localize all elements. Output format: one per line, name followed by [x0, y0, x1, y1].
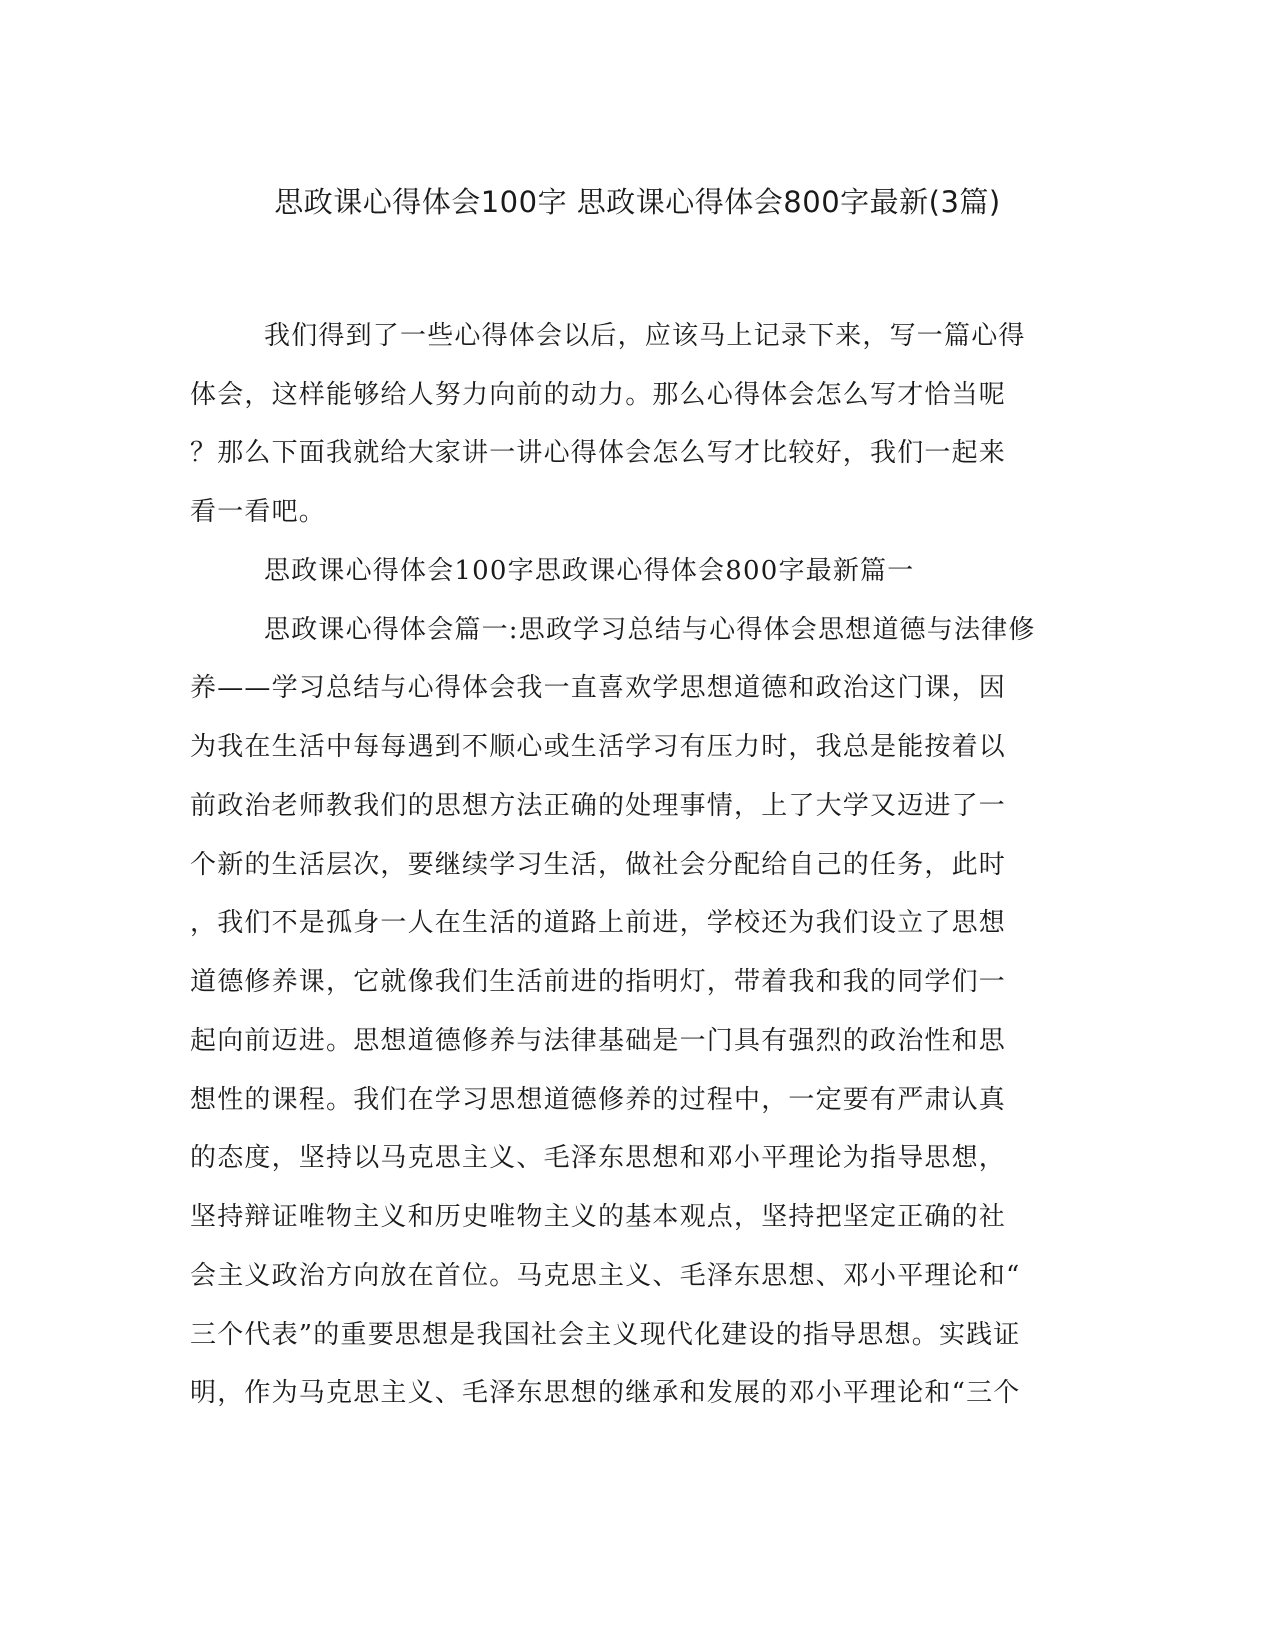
paragraph-line: 起向前迈进。思想道德修养与法律基础是一门具有强烈的政治性和思 — [190, 1026, 1007, 1056]
paragraph-line: 看一看吧。 — [190, 497, 327, 527]
paragraph-line: 个新的生活层次，要继续学习生活，做社会分配给自己的任务，此时 — [190, 850, 1007, 880]
paragraph-line: 体会，这样能够给人努力向前的动力。那么心得体会怎么写才恰当呢 — [190, 380, 1007, 410]
paragraph-line: ？那么下面我就给大家讲一讲心得体会怎么写才比较好，我们一起来 — [190, 438, 1007, 468]
paragraph-line: 思政课心得体会篇一:思政学习总结与心得体会思想道德与法律修 — [264, 615, 1036, 645]
document-title: 思政课心得体会100字 思政课心得体会800字最新(3篇) — [274, 185, 1001, 219]
paragraph-line: ，我们不是孤身一人在生活的道路上前进，学校还为我们设立了思想 — [190, 908, 1007, 938]
paragraph-line: 明，作为马克思主义、毛泽东思想的继承和发展的邓小平理论和“三个 — [190, 1378, 1021, 1408]
paragraph-line: 三个代表”的重要思想是我国社会主义现代化建设的指导思想。实践证 — [190, 1320, 1021, 1350]
paragraph-line: 坚持辩证唯物主义和历史唯物主义的基本观点，坚持把坚定正确的社 — [190, 1202, 1007, 1232]
paragraph-line: 会主义政治方向放在首位。马克思主义、毛泽东思想、邓小平理论和“ — [190, 1261, 1021, 1291]
paragraph-line: 的态度，坚持以马克思主义、毛泽东思想和邓小平理论为指导思想， — [190, 1143, 1007, 1173]
paragraph-line: 道德修养课，它就像我们生活前进的指明灯，带着我和我的同学们一 — [190, 967, 1007, 997]
paragraph-line: 为我在生活中每每遇到不顺心或生活学习有压力时，我总是能按着以 — [190, 732, 1007, 762]
paragraph-line: 养——学习总结与心得体会我一直喜欢学思想道德和政治这门课，因 — [190, 673, 1007, 703]
paragraph-line: 前政治老师教我们的思想方法正确的处理事情，上了大学又迈进了一 — [190, 791, 1007, 821]
paragraph-line: 我们得到了一些心得体会以后，应该马上记录下来，写一篇心得 — [264, 321, 1026, 351]
section-heading: 思政课心得体会100字思政课心得体会800字最新篇一 — [264, 556, 915, 586]
paragraph-line: 想性的课程。我们在学习思想道德修养的过程中，一定要有严肃认真 — [190, 1085, 1007, 1115]
